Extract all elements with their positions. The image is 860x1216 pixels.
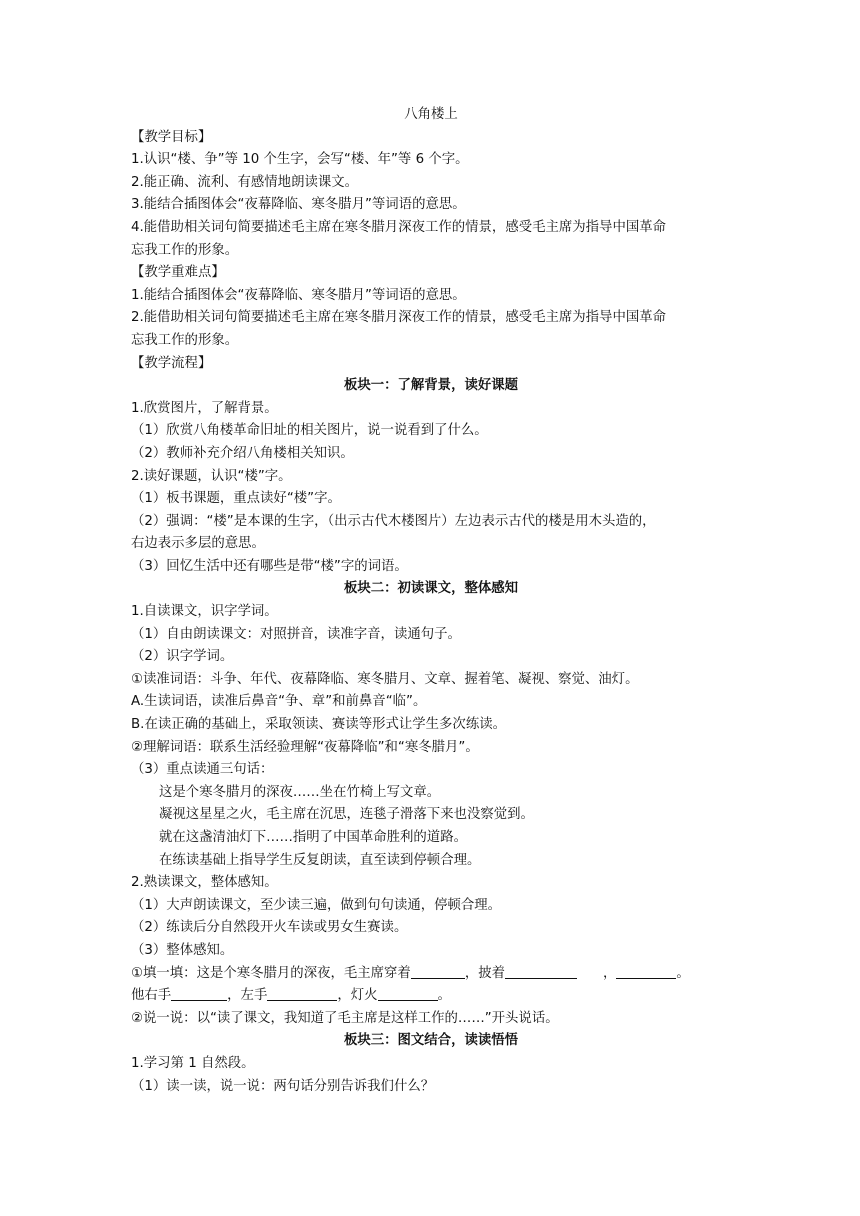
section-line: B.在读正确的基础上，采取领读、赛读等形式让学生多次练读。 (131, 717, 506, 733)
fill-in-line-2 (131, 985, 731, 1008)
section-line: （3）重点读通三句话： (131, 762, 274, 778)
section-line: （2）练读后分自然段开火车读或男女生赛读。 (131, 920, 408, 936)
fill-in-line-1 (131, 963, 731, 986)
section-line: ②说一说：以“读了课文，我知道了毛主席是这样工作的……”开头说话。 (131, 1010, 559, 1026)
fill-blank (378, 986, 438, 1001)
fill-blank (411, 964, 465, 979)
process-heading: 【教学流程】 (131, 355, 212, 371)
fill-text: 。 (676, 965, 690, 981)
fill-text: ，左手 (227, 988, 268, 1004)
section-line: 1.自读课文，识字学词。 (131, 604, 278, 620)
page-title: 八角楼上 (404, 107, 458, 122)
quote-line: 凝视这星星之火，毛主席在沉思，连毯子滑落下来也没察觉到。 (159, 807, 534, 823)
fill-text: ①填一填：这是个寒冬腊月的深夜，毛主席穿着 (131, 965, 411, 981)
fill-text: 。 (437, 988, 451, 1004)
section-line: （3）整体感知。 (131, 942, 234, 958)
section-line: （2）识字学词。 (131, 649, 234, 665)
key-points-heading: 【教学重难点】 (131, 265, 225, 281)
objective-item: 3.能结合插图体会“夜幕降临、寒冬腊月”等词语的意思。 (131, 197, 466, 213)
objectives-heading: 【教学目标】 (131, 129, 212, 145)
section-heading: 板块三：图文结合，读读悟悟 (343, 1033, 519, 1049)
section-line: 2.熟读课文，整体感知。 (131, 875, 278, 891)
document-page (131, 104, 731, 1098)
section-line: （1）自由朗读课文：对照拼音，读准字音，读通句子。 (131, 626, 461, 642)
objective-item: 1.认识“楼、争”等 10 个生字，会写“楼、年”等 6 个字。 (131, 152, 469, 168)
objective-item: 2.能正确、流利、有感情地朗读课文。 (131, 174, 359, 190)
quote-line: 这是个寒冬腊月的深夜……坐在竹椅上写文章。 (159, 784, 441, 800)
section-line: ①读准词语：斗争、年代、夜幕降临、寒冬腊月、文章、握着笔、凝视、察觉、油灯。 (131, 671, 639, 687)
fill-text: ， (603, 965, 617, 981)
section-line: 右边表示多层的意思。 (131, 536, 265, 552)
section-line: A.生读词语，读准后鼻音“争、章”和前鼻音“临”。 (131, 694, 427, 710)
section-line: （3）回忆生活中还有哪些是带“楼”字的词语。 (131, 558, 408, 574)
fill-blank (171, 986, 227, 1001)
fill-blank (267, 986, 337, 1001)
fill-blank (616, 964, 676, 979)
objective-item: 忘我工作的形象。 (131, 242, 239, 258)
section-line: （1）读一读，说一说：两句话分别告诉我们什么？ (131, 1078, 435, 1094)
fill-text: ，披着 (464, 965, 505, 981)
section-line: 1.学习第 1 自然段。 (131, 1055, 255, 1071)
section-line: （1）欣赏八角楼革命旧址的相关图片，说一说看到了什么。 (131, 423, 488, 439)
fill-text: ，灯火 (337, 988, 378, 1004)
quote-line: 就在这盏清油灯下……指明了中国革命胜利的道路。 (159, 830, 467, 845)
fill-text: 他右手 (131, 988, 172, 1004)
section-line: （2）强调：“楼”是本课的生字，（出示古代木楼图片）左边表示古代的楼是用木头造的， (131, 513, 656, 529)
section-heading: 板块一：了解背景，读好课题 (343, 378, 519, 394)
section-heading: 板块二：初读课文，整体感知 (343, 581, 519, 597)
objective-item: 4.能借助相关词句简要描述毛主席在寒冬腊月深夜工作的情景，感受毛主席为指导中国革命 (131, 219, 667, 235)
section-line: （2）教师补充介绍八角楼相关知识。 (131, 445, 354, 461)
key-point-item: 2.能借助相关词句简要描述毛主席在寒冬腊月深夜工作的情景，感受毛主席为指导中国革命 (131, 310, 667, 326)
quote-line: 在练读基础上指导学生反复朗读，直至读到停顿合理。 (159, 852, 481, 868)
key-point-item: 忘我工作的形象。 (131, 332, 239, 348)
section-line: 1.欣赏图片，了解背景。 (131, 400, 278, 416)
fill-blank (505, 964, 577, 979)
section-line: （1）板书课题，重点读好“楼”字。 (131, 491, 341, 507)
section-line: ②理解词语：联系生活经验理解“夜幕降临”和“寒冬腊月”。 (131, 739, 479, 755)
section-line: 2.读好课题，认识“楼”字。 (131, 468, 292, 484)
section-line: （1）大声朗读课文，至少读三遍，做到句句读通，停顿合理。 (131, 897, 502, 913)
key-point-item: 1.能结合插图体会“夜幕降临、寒冬腊月”等词语的意思。 (131, 287, 466, 303)
